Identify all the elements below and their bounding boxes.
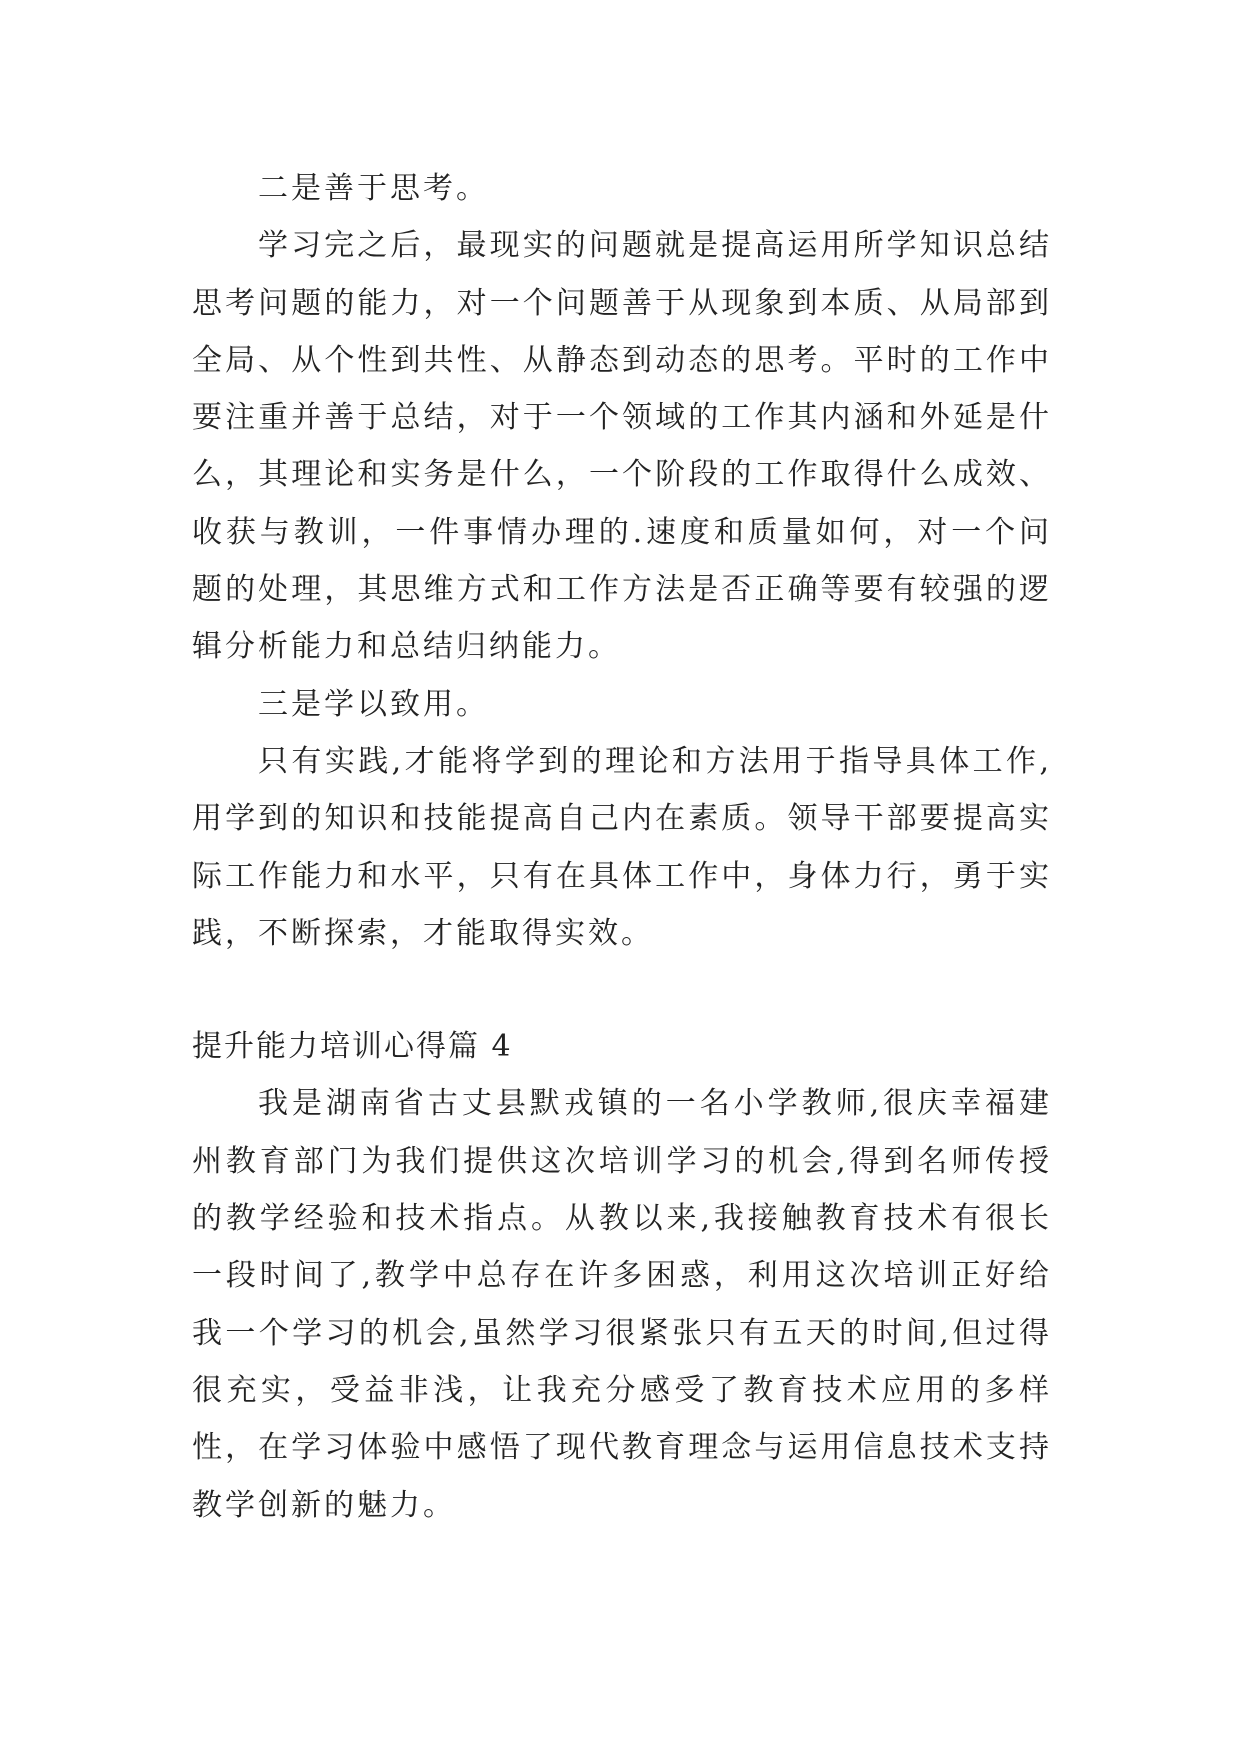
point-two-heading: 二是善于思考。 bbox=[258, 171, 489, 206]
section-four-paragraph: 我是湖南省古丈县默戎镇的一名小学教师,很庆幸福建州教育部门为我们提供这次培训学习的机会,得到名师传授的教学经验和技术指点。从教以来,我接触教育技术有很长一段时间了,教学中总存在许多困惑，利用这次培训正好给我一个学习的机会,虽然学习很紧张只有五天的时间,但过得很充实，受益非浅，让我充分感受了教育技术应用的多样性，在学习体验中感悟了现代教育理念与运用信息技术支持教学创新的魅力。 bbox=[192, 1086, 1052, 1523]
point-three-heading: 三是学以致用。 bbox=[258, 686, 489, 722]
document-page bbox=[192, 160, 1052, 1534]
point-three-paragraph: 只有实践,才能将学到的理论和方法用于指导具体工作,用学到的知识和技能提高自己内在素质。领导干部要提高实际工作能力和水平，只有在具体工作中，身体力行，勇于实践，不断探索，才能取得实效。 bbox=[192, 743, 1052, 951]
point-two-paragraph: 学习完之后，最现实的问题就是提高运用所学知识总结思考问题的能力，对一个问题善于从现象到本质、从局部到全局、从个性到共性、从静态到动态的思考。平时的工作中要注重并善于总结，对于一个领域的工作其内涵和外延是什么，其理论和实务是什么，一个阶段的工作取得什么成效、收获与教训，一件事情办理的.速度和质量如何，对一个问题的处理，其思维方式和工作方法是否正确等要有较强的逻辑分析能力和总结归纳能力。 bbox=[192, 228, 1052, 665]
section-spacer bbox=[192, 962, 1052, 1018]
section-title: 提升能力培训心得篇 4 bbox=[192, 1029, 513, 1065]
